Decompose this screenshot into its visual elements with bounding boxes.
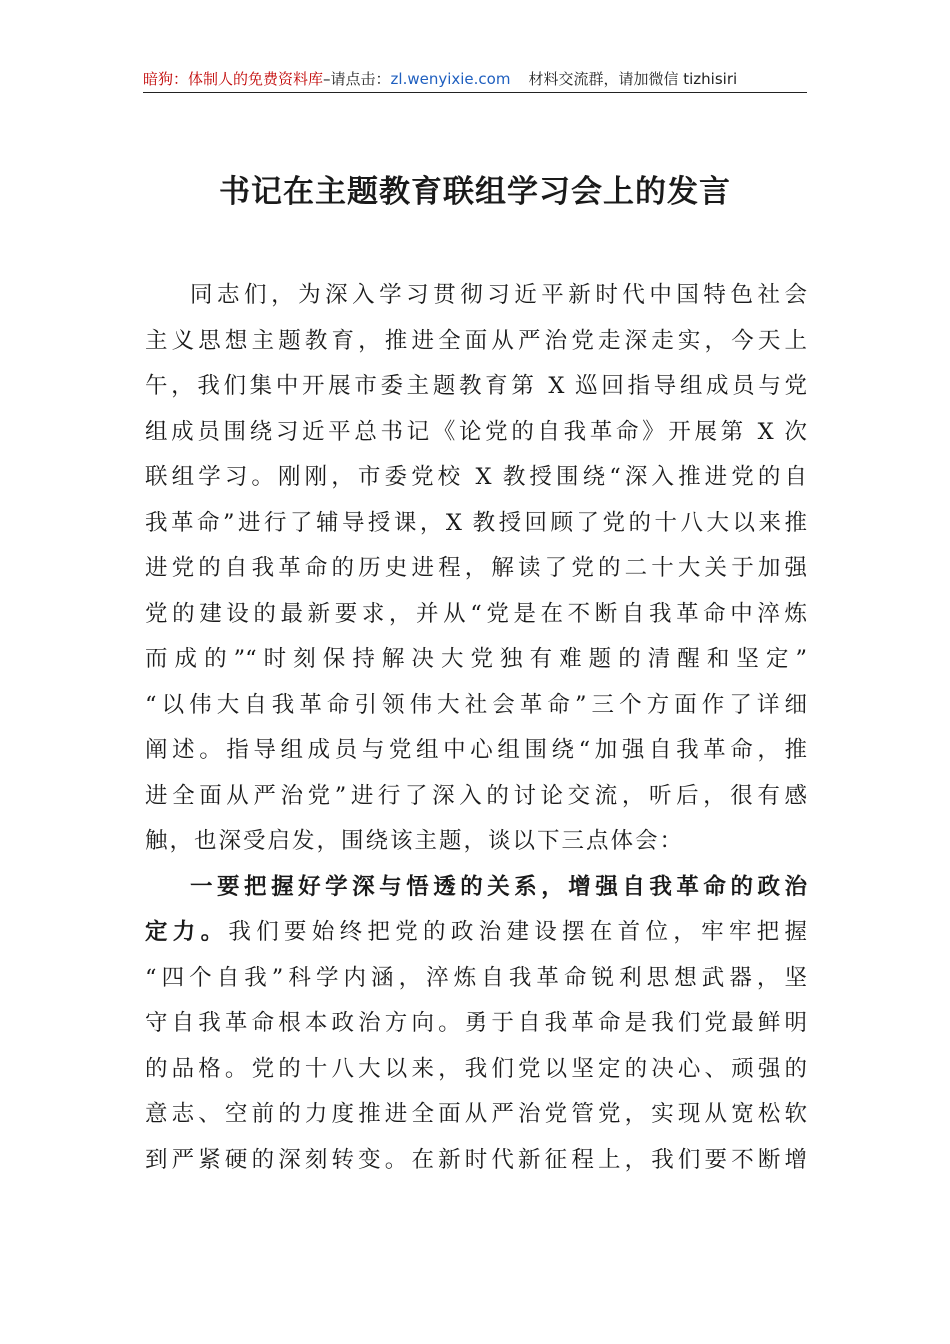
header-contact: 材料交流群，请加微信 tizhisiri <box>528 70 738 88</box>
body-line: 阐述。指导组成员与党组中心组围绕“加强自我革命，推 <box>145 737 807 763</box>
body-line: 同志们，为深入学习贯彻习近平新时代中国特色社会 <box>190 282 807 308</box>
document-title: 书记在主题教育联组学习会上的发言 <box>219 174 731 210</box>
body-line: 联组学习。刚刚，市委党校 X 教授围绕“深入推进党的自 <box>145 464 807 490</box>
header-link[interactable]: zl.wenyixie.com <box>390 70 511 88</box>
header-brand: 暗狗：体制人的免费资料库 <box>143 70 324 88</box>
body-line: 而成的”“时刻保持解决大党独有难题的清醒和坚定” <box>145 646 807 672</box>
body-line: 党的建设的最新要求，并从“党是在不断自我革命中淬炼 <box>145 600 807 627</box>
body-line: “以伟大自我革命引领伟大社会革命”三个方面作了详细 <box>145 691 807 718</box>
body-line: 触，也深受启发，围绕该主题，谈以下三点体会： <box>145 828 685 854</box>
body-line: 守自我革命根本政治方向。勇于自我革命是我们党最鲜明 <box>145 1010 807 1036</box>
body-line: 意志、空前的力度推进全面从严治党管党，实现从宽松软 <box>145 1101 807 1127</box>
section-heading-continued <box>145 910 807 956</box>
body-line: 的品格。党的十八大以来，我们党以坚定的决心、顽强的 <box>145 1055 807 1082</box>
body-line: “四个自我”科学内涵，淬炼自我革命锐利思想武器，坚 <box>145 964 807 991</box>
document-body <box>145 273 807 1183</box>
body-line: 进全面从严治党”进行了深入的讨论交流，听后，很有感 <box>145 782 807 809</box>
header-link-prefix: –请点击： <box>323 70 391 88</box>
body-line: 主义思想主题教育，推进全面从严治党走深走实，今天上 <box>145 327 807 354</box>
body-line: 组成员围绕习近平总书记《论党的自我革命》开展第 X 次 <box>145 418 807 445</box>
section-heading: 一要把握好学深与悟透的关系，增强自我革命的政治 <box>190 873 807 900</box>
section-heading-end: 定力。 <box>145 919 229 945</box>
body-line: 到严紧硬的深刻转变。在新时代新征程上，我们要不断增 <box>145 1146 807 1173</box>
body-line: 我革命”进行了辅导授课，X 教授回顾了党的十八大以来推 <box>145 509 807 536</box>
section-body-start: 我们要始终把党的政治建设摆在首位，牢牢把握 <box>228 919 807 945</box>
body-line: 午，我们集中开展市委主题教育第 X 巡回指导组成员与党 <box>145 373 807 399</box>
body-line: 进党的自我革命的历史进程，解读了党的二十大关于加强 <box>145 555 807 581</box>
page-header <box>143 66 807 93</box>
